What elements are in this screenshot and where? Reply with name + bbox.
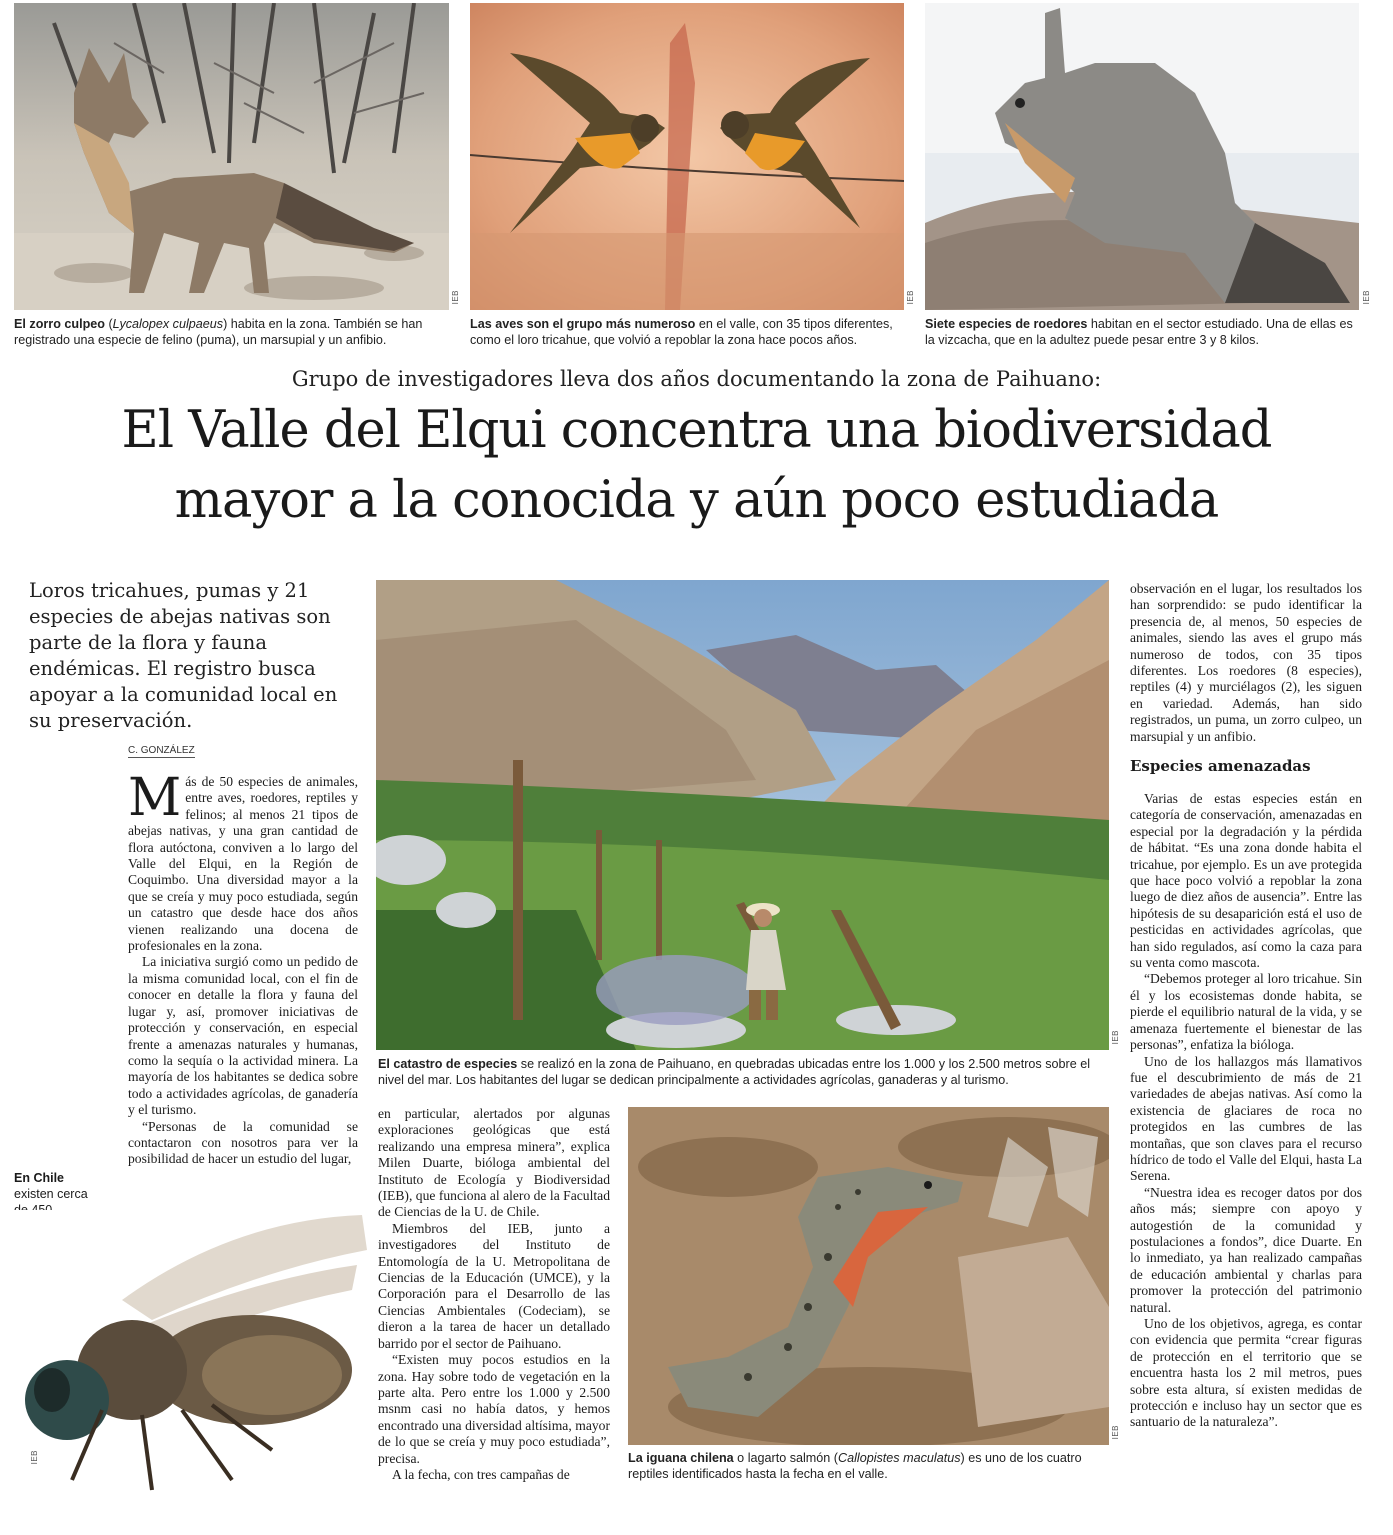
col1-paragraph-1: ás de 50 especies de animales, entre aves, roedores, reptiles y felinos; al menos 21 tipos de abejas nativas, y una gran cantidad de flora autóctona, conviven a lo largo del Valle del Elqui, en la Región de Coquimbo. Una diversidad mayor a la que se creía y muy poco estudiada, según un catastro que desde hace dos años vienen realizando una docena de profesionales en la zona. [128, 774, 358, 954]
parrots-photo [470, 3, 904, 310]
article-byline: C. GONZÁLEZ [128, 745, 195, 756]
valley-photo-credit: IEB [1111, 1030, 1120, 1045]
headline-line-1: El Valle del Elqui concentra una biodiversidad [121, 401, 1272, 460]
article-headline [0, 396, 1393, 536]
valley-caption-lead: El catastro de especies [378, 1057, 518, 1071]
iguana-caption-species: Callopistes maculatus [838, 1451, 961, 1465]
bee-sidebar-text: existen cerca [14, 1187, 88, 1202]
col3-paragraph-3: “Debemos proteger al loro tricahue. Sin él y los ecosistemas donde habita, se pierde el equilibrio natural de la vida, y se amenaza fuertemente el bienestar de las personas”, enfatiza la bióloga. [1130, 971, 1362, 1053]
col3-paragraph-2: Varias de estas especies están en categoría de conservación, amenazadas en especial por la degradación y la pérdida de hábitat. “Es una zona donde habita el tricahue, por ejemplo. Es un ave protegida que hace poco volvió a repoblar la zona luego de diez años de ausencia”. Entre las hipótesis de su desaparición está el uso de pesticidas en actividades agrícolas, que han sido regulados, así como la caza para su venta como mascota. [1130, 791, 1362, 971]
col3-paragraph-6: Uno de los objetivos, agrega, es contar con evidencia que permita “crear figuras de protección en el territorio que se encuentra hasta los 2 mil metros, pues sobre esta altura, sí existen medidas de protección e incluso hay un sector que es santuario de la naturaleza”. [1130, 1316, 1362, 1430]
iguana-caption-text: ) es uno de los cuatro reptiles identificados hasta la fecha en el valle. [628, 1451, 1082, 1481]
valley-photo [376, 580, 1109, 1050]
col3-paragraph-5: “Nuestra idea es recoger datos por dos años más; siempre con apoyo y autogestión de la comunidad y postulaciones a fondos”, dice Duarte. En lo inmediato, ya han realizado campañas de educación ambiental y charlas para promover la protección del patrimonio natural. [1130, 1184, 1362, 1315]
vizcacha-photo-credit: IEB [1362, 290, 1371, 305]
article-kicker: Grupo de investigadores lleva dos años documentando la zona de Paihuano: [291, 367, 1102, 391]
col2-paragraph-1: en particular, alertados por algunas exploraciones geológicas que está realizando una empresa minera”, explica Milen Duarte, bióloga ambiental del Instituto de Ecología y Biodiversidad (IEB), que funciona al alero de la Facultad de Ciencias de la U. de Chile. [378, 1106, 610, 1220]
col2-paragraph-2: Miembros del IEB, junto a investigadores del Instituto de Entomología de la U. Metropolitana de Ciencias de la Educación (UMCE), y la Corporación para el Desarrollo de las Ciencias Ambientales (Codeciam), se dieron a la tarea de hacer un detallado barrido por el sector de Paihuano. [378, 1220, 610, 1351]
article-lede: Loros tricahues, pumas y 21 especies de abejas nativas son parte de la flora y fauna endémicas. El registro busca apoyar a la comunidad local en su preservación. [29, 579, 338, 732]
vizcacha-photo [925, 3, 1359, 310]
col3-paragraph-1: observación en el lugar, los resultados los han sorprendido: se pudo identificar la presencia de, al menos, 50 especies de animales, siendo las aves el grupo más numeroso de todos, con 35 tipos diferentes. Los roedores (8 especies), reptiles (4) y murciélagos (2), les siguen en variedad. Además, han sido registrados, un puma, un zorro culpeo, un marsupial y un anfibio. [1130, 581, 1362, 744]
col3-paragraph-4: Uno de los hallazgos más llamativos fue el descubrimiento de más de 21 variedades de abejas nativas. Así como la existencia de glaciares de roca no protegidos en las cumbres de las montañas, que son claves para el recurso hídrico de todo el Valle del Elqui, hasta La Serena. [1130, 1053, 1362, 1184]
col1-paragraph-3: “Personas de la comunidad se contactaron con nosotros para ver la posibilidad de hacer un estudio del lugar, [128, 1118, 358, 1167]
fox-photo-credit: IEB [451, 290, 460, 305]
section-subhead: Especies amenazadas [1130, 757, 1311, 775]
bee-photo-credit: IEB [30, 1450, 39, 1465]
valley-caption [378, 1056, 1113, 1088]
fox-photo [14, 3, 449, 310]
headline-line-2: mayor a la conocida y aún poco estudiada [174, 471, 1219, 530]
drop-cap: M [128, 768, 182, 828]
iguana-photo [628, 1107, 1109, 1445]
iguana-caption-mid: o lagarto salmón ( [733, 1451, 838, 1465]
col2-paragraph-4: A la fecha, con tres campañas de [392, 1466, 570, 1482]
bee-photo [12, 1210, 370, 1510]
article-column-3-continued [1130, 791, 1362, 1431]
iguana-caption [628, 1450, 1113, 1482]
fox-caption-lead: El zorro culpeo [14, 317, 105, 331]
parrots-caption-text: en el valle, con 35 tipos diferentes, como el loro tricahue, que volvió a repoblar la zona hace pocos años. [470, 317, 893, 347]
iguana-photo-credit: IEB [1111, 1425, 1120, 1440]
fox-caption-species: Lycalopex culpaeus [112, 317, 224, 331]
article-column-1 [128, 768, 358, 1168]
parrots-photo-credit: IEB [906, 290, 915, 305]
fox-caption [14, 316, 454, 348]
col1-paragraph-2: La iniciativa surgió como un pedido de la misma comunidad local, con el fin de conocer en detalle la flora y fauna del lugar y, así, promover iniciativas de protección y conservación, en especial frente a amenazas naturales y humanas, como la sequía o la actividad minera. La mayoría de los habitantes se dedica sobre todo a actividades agrícolas, de ganadería y el turismo. [128, 954, 358, 1118]
fox-caption-open: ( [104, 317, 113, 331]
parrots-caption [470, 316, 910, 348]
bee-sidebar-lead: En Chile [14, 1171, 65, 1185]
parrots-caption-lead: Las aves son el grupo más numeroso [470, 317, 696, 331]
fox-caption-text: ) habita en la zona. También se han registrado una especie de felino (puma), un marsupial y un anfibio. [14, 317, 423, 347]
iguana-caption-lead: La iguana chilena [628, 1451, 734, 1465]
valley-caption-text: se realizó en la zona de Paihuano, en quebradas ubicadas entre los 1.000 y los 2.500 metros sobre el nivel del mar. Los habitantes del lugar se dedican principalmente a actividades agrícolas, ganaderas y al turismo. [378, 1057, 1091, 1087]
article-column-2 [378, 1106, 610, 1483]
vizcacha-caption [925, 316, 1365, 348]
vizcacha-caption-text: habitan en el sector estudiado. Una de ellas es la vizcacha, que en la adultez puede pesar entre 3 y 8 kilos. [925, 317, 1353, 347]
vizcacha-caption-lead: Siete especies de roedores [925, 317, 1088, 331]
article-column-3 [1130, 581, 1362, 745]
col2-paragraph-3: “Existen muy pocos estudios en la zona. Hay sobre todo de vegetación en la parte alta. Pero entre los 1.000 y 2.500 msnm casi no había datos, y hemos encontrado una diversidad altísima, mayor de lo que se creía y muy poco estudiada”, precisa. [378, 1352, 610, 1466]
